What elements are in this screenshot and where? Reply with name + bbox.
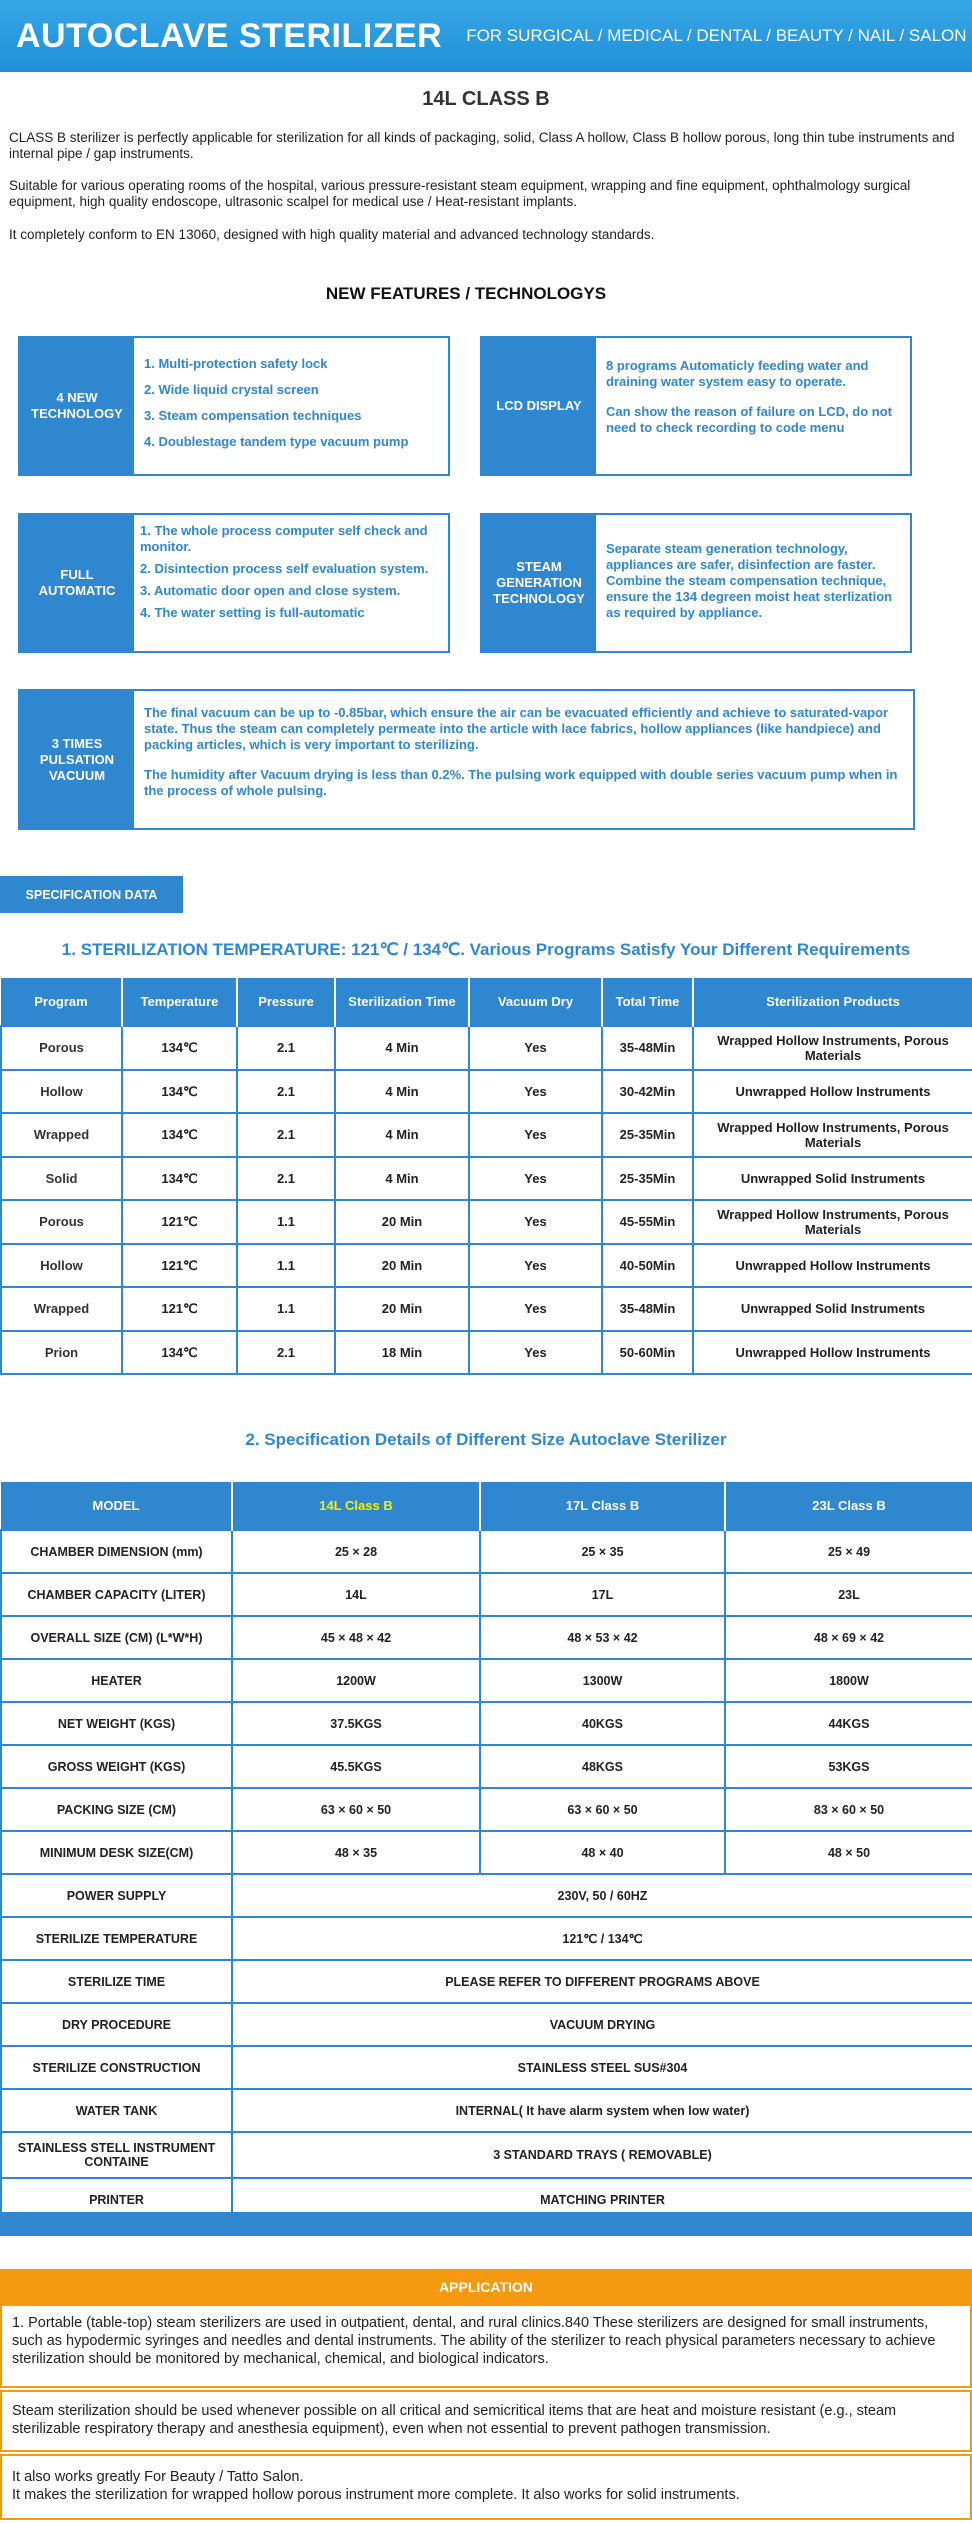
table-cell: STAINLESS STEEL SUS#304 bbox=[232, 2046, 972, 2089]
row-label: STAINLESS STELL INSTRUMENT CONTAINE bbox=[1, 2132, 232, 2178]
column-header: Sterilization Time bbox=[335, 978, 469, 1026]
table-row bbox=[1, 1874, 972, 1917]
table-cell: 40-50Min bbox=[602, 1244, 693, 1288]
table-cell: 48 × 35 bbox=[232, 1831, 480, 1874]
feature-item: The final vacuum can be up to -0.85bar, which ensure the air can be evacuated efficiently and achieve to saturated-vapor state. Thus the steam can completely permeate into the article with lace fabrics, hollow appliances (like handpiece) and packing articles, which is very important to sterilizing. bbox=[144, 705, 889, 752]
row-label: GROSS WEIGHT (KGS) bbox=[1, 1745, 232, 1788]
features-title: NEW FEATURES / TECHNOLOGYS bbox=[325, 284, 607, 303]
table-cell: Porous bbox=[1, 1026, 122, 1070]
row-label: CHAMBER CAPACITY (LITER) bbox=[1, 1573, 232, 1616]
feature-item: 1. Multi-protection safety lock bbox=[144, 356, 328, 371]
table-cell: Yes bbox=[469, 1113, 602, 1157]
table-cell: 1200W bbox=[232, 1659, 480, 1702]
feature-label: LCD DISPLAY bbox=[482, 338, 596, 474]
table-cell: Yes bbox=[469, 1244, 602, 1288]
application-header: APPLICATION bbox=[0, 2269, 972, 2304]
column-header: Vacuum Dry bbox=[469, 978, 602, 1026]
table-cell: Prion bbox=[1, 1331, 122, 1375]
feature-body bbox=[596, 515, 910, 651]
programs-table bbox=[0, 978, 972, 1375]
table-row bbox=[1, 2132, 972, 2178]
column-header: Pressure bbox=[237, 978, 335, 1026]
table-cell: 30-42Min bbox=[602, 1070, 693, 1114]
page-header bbox=[0, 0, 972, 72]
feature-item: 4. The water setting is full-automatic bbox=[140, 605, 365, 620]
table-header-row bbox=[1, 1482, 972, 1530]
feature-pulsation-vacuum bbox=[18, 689, 915, 830]
application-text: Steam sterilization should be used whenever possible on all critical and semicritical items that are heat and moisture resistant (e.g., steam sterilizable respiratory therapy and anesthesia equipment), even when not essential to prevent pathogen transmission. bbox=[12, 2403, 897, 2437]
table-row bbox=[1, 1702, 972, 1745]
feature-label: STEAM GENERATION TECHNOLOGY bbox=[482, 515, 596, 651]
column-header: MODEL bbox=[1, 1482, 232, 1530]
section-title: 1. STERILIZATION TEMPERATURE: 121℃ / 134℃. Various Programs Satisfy Your Different Requirements bbox=[61, 940, 911, 959]
table-cell: Yes bbox=[469, 1026, 602, 1070]
table-cell: 45.5KGS bbox=[232, 1745, 480, 1788]
table-row bbox=[1, 1113, 972, 1157]
table-row bbox=[1, 1157, 972, 1201]
feature-item: 1. The whole process computer self check and monitor. bbox=[140, 523, 428, 554]
application-text: It also works greatly For Beauty / Tatto Salon. bbox=[12, 2469, 304, 2485]
table-header-row bbox=[1, 978, 972, 1026]
feature-body bbox=[134, 515, 448, 651]
table-cell: 134℃ bbox=[122, 1331, 237, 1375]
table-cell: Yes bbox=[469, 1287, 602, 1331]
column-header: 23L Class B bbox=[725, 1482, 972, 1530]
intro-paragraph: Suitable for various operating rooms of the hospital, various pressure-resistant steam equipment, wrapping and fine equipment, ophthalmology surgical equipment, high quality endoscope, ultrasonic scalpel for medical use / Heat-resistant implants. bbox=[9, 178, 911, 209]
table-cell: 134℃ bbox=[122, 1113, 237, 1157]
row-label: STERILIZE TIME bbox=[1, 1960, 232, 2003]
feature-body bbox=[596, 338, 910, 474]
table-cell: 121℃ bbox=[122, 1200, 237, 1244]
table-cell: 4 Min bbox=[335, 1113, 469, 1157]
table-cell: 4 Min bbox=[335, 1070, 469, 1114]
table-cell: 1.1 bbox=[237, 1244, 335, 1288]
feature-item: 4. Doublestage tandem type vacuum pump bbox=[144, 434, 409, 449]
table-cell: 25 × 35 bbox=[480, 1530, 725, 1573]
table-cell: Wrapped bbox=[1, 1287, 122, 1331]
feature-lcd-display bbox=[480, 336, 912, 476]
table-cell: 25-35Min bbox=[602, 1113, 693, 1157]
row-label: CHAMBER DIMENSION (mm) bbox=[1, 1530, 232, 1573]
table-cell: Unwrapped Solid Instruments bbox=[693, 1287, 972, 1331]
table-cell: Unwrapped Hollow Instruments bbox=[693, 1070, 972, 1114]
table-cell: Wrapped Hollow Instruments, Porous Materials bbox=[693, 1200, 972, 1244]
application-item bbox=[0, 2304, 972, 2388]
table-cell: 44KGS bbox=[725, 1702, 972, 1745]
section-title: 2. Specification Details of Different Size Autoclave Sterilizer bbox=[245, 1430, 727, 1449]
application-text: It makes the sterilization for wrapped hollow porous instrument more complete. It also works for solid instruments. bbox=[12, 2487, 740, 2503]
table-cell: 63 × 60 × 50 bbox=[480, 1788, 725, 1831]
feature-item: Separate steam generation technology, appliances are safer, disinfection are faster. Combine the steam compensation technique, ensure the 134 degreen moist heat sterlization as required by appliance. bbox=[606, 541, 893, 620]
table-cell: 35-48Min bbox=[602, 1287, 693, 1331]
feature-new-technology bbox=[18, 336, 450, 476]
feature-item: 3. Steam compensation techniques bbox=[144, 408, 362, 423]
table-cell: 48KGS bbox=[480, 1745, 725, 1788]
column-header: Temperature bbox=[122, 978, 237, 1026]
table-row bbox=[1, 2003, 972, 2046]
table-cell: Yes bbox=[469, 1070, 602, 1114]
row-label: PACKING SIZE (CM) bbox=[1, 1788, 232, 1831]
table-row bbox=[1, 1331, 972, 1375]
table-cell: 1800W bbox=[725, 1659, 972, 1702]
table-cell: Yes bbox=[469, 1157, 602, 1201]
table-cell: 83 × 60 × 50 bbox=[725, 1788, 972, 1831]
table-cell: 25 × 49 bbox=[725, 1530, 972, 1573]
table-cell: 4 Min bbox=[335, 1026, 469, 1070]
table-cell: 40KGS bbox=[480, 1702, 725, 1745]
column-header: Program bbox=[1, 978, 122, 1026]
table-cell: 45 × 48 × 42 bbox=[232, 1616, 480, 1659]
table-cell: 230V, 50 / 60HZ bbox=[232, 1874, 972, 1917]
table-cell: 14L bbox=[232, 1573, 480, 1616]
table-cell: 37.5KGS bbox=[232, 1702, 480, 1745]
table-row bbox=[1, 1530, 972, 1573]
application-text: 1. Portable (table-top) steam sterilizers are used in outpatient, dental, and rural clinics.840 These sterilizers are designed for small instruments, such as hypodermic syringes and needles and dental instruments. The ability of the sterilizer to reach physical parameters necessary to achieve sterilization should be monitored by mechanical, chemical, and biological indicators. bbox=[12, 2315, 936, 2367]
table-cell: 20 Min bbox=[335, 1244, 469, 1288]
row-label: STERILIZE CONSTRUCTION bbox=[1, 2046, 232, 2089]
table-cell: 20 Min bbox=[335, 1287, 469, 1331]
table-cell: 2.1 bbox=[237, 1070, 335, 1114]
table-row bbox=[1, 2089, 972, 2132]
table-cell: Yes bbox=[469, 1200, 602, 1244]
table-row bbox=[1, 1287, 972, 1331]
table-cell: 4 Min bbox=[335, 1157, 469, 1201]
row-label: STERILIZE TEMPERATURE bbox=[1, 1917, 232, 1960]
table-cell: Yes bbox=[469, 1331, 602, 1375]
table-cell: 63 × 60 × 50 bbox=[232, 1788, 480, 1831]
table-cell: 2.1 bbox=[237, 1331, 335, 1375]
table-row bbox=[1, 1917, 972, 1960]
table-cell: 48 × 53 × 42 bbox=[480, 1616, 725, 1659]
table-cell: 25-35Min bbox=[602, 1157, 693, 1201]
table-row bbox=[1, 2046, 972, 2089]
table-cell: Wrapped Hollow Instruments, Porous Materials bbox=[693, 1113, 972, 1157]
row-label: HEATER bbox=[1, 1659, 232, 1702]
feature-label: 3 TIMES PULSATION VACUUM bbox=[20, 691, 134, 828]
feature-label: FULL AUTOMATIC bbox=[20, 515, 134, 651]
table-cell: 48 × 50 bbox=[725, 1831, 972, 1874]
table-cell: Hollow bbox=[1, 1244, 122, 1288]
table-cell: 3 STANDARD TRAYS ( REMOVABLE) bbox=[232, 2132, 972, 2178]
table-row bbox=[1, 1244, 972, 1288]
row-label: OVERALL SIZE (CM) (L*W*H) bbox=[1, 1616, 232, 1659]
table-cell: 2.1 bbox=[237, 1113, 335, 1157]
feature-item: 8 programs Automaticly feeding water and draining water system easy to operate. bbox=[606, 358, 869, 389]
intro-paragraph: CLASS B sterilizer is perfectly applicable for sterilization for all kinds of packaging, solid, Class A hollow, Class B hollow porous, long thin tube instruments and internal pipe / gap instruments. bbox=[9, 130, 955, 161]
spec-tab: SPECIFICATION DATA bbox=[0, 876, 183, 913]
table-cell: Wrapped Hollow Instruments, Porous Materials bbox=[693, 1026, 972, 1070]
table-cell: Solid bbox=[1, 1157, 122, 1201]
divider-bar bbox=[0, 2212, 972, 2236]
row-label: PRINTER bbox=[1, 2178, 232, 2221]
table-row bbox=[1, 1026, 972, 1070]
header-tagline: FOR SURGICAL / MEDICAL / DENTAL / BEAUTY / NAIL / SALON bbox=[466, 26, 967, 45]
feature-steam-generation bbox=[480, 513, 912, 653]
table-row bbox=[1, 1070, 972, 1114]
feature-full-automatic bbox=[18, 513, 450, 653]
table-cell: 17L bbox=[480, 1573, 725, 1616]
specs-table bbox=[0, 1482, 972, 2222]
table-cell: 50-60Min bbox=[602, 1331, 693, 1375]
table-cell: 134℃ bbox=[122, 1157, 237, 1201]
model-title: 14L CLASS B bbox=[422, 88, 550, 110]
table-row bbox=[1, 1788, 972, 1831]
table-cell: Unwrapped Hollow Instruments bbox=[693, 1331, 972, 1375]
table-cell: 2.1 bbox=[237, 1157, 335, 1201]
table-cell: 53KGS bbox=[725, 1745, 972, 1788]
table-cell: Hollow bbox=[1, 1070, 122, 1114]
column-header: 17L Class B bbox=[480, 1482, 725, 1530]
table-row bbox=[1, 1659, 972, 1702]
table-row bbox=[1, 1200, 972, 1244]
table-cell: 1.1 bbox=[237, 1200, 335, 1244]
column-header: Sterilization Products bbox=[693, 978, 972, 1026]
table-cell: Porous bbox=[1, 1200, 122, 1244]
feature-item: 3. Automatic door open and close system. bbox=[140, 583, 401, 598]
table-cell: 25 × 28 bbox=[232, 1530, 480, 1573]
table-cell: MATCHING PRINTER bbox=[232, 2178, 972, 2221]
column-header: Total Time bbox=[602, 978, 693, 1026]
table-cell: 121℃ / 134℃ bbox=[232, 1917, 972, 1960]
table-cell: 48 × 69 × 42 bbox=[725, 1616, 972, 1659]
table-row bbox=[1, 1616, 972, 1659]
table-cell: 134℃ bbox=[122, 1070, 237, 1114]
row-label: WATER TANK bbox=[1, 2089, 232, 2132]
table-cell: 121℃ bbox=[122, 1244, 237, 1288]
table-cell: 121℃ bbox=[122, 1287, 237, 1331]
feature-item: 2. Wide liquid crystal screen bbox=[144, 382, 319, 397]
table-cell: PLEASE REFER TO DIFFERENT PROGRAMS ABOVE bbox=[232, 1960, 972, 2003]
row-label: MINIMUM DESK SIZE(CM) bbox=[1, 1831, 232, 1874]
table-row bbox=[1, 1573, 972, 1616]
feature-item: 2. Disintection process self evaluation system. bbox=[140, 561, 429, 576]
table-cell: Wrapped bbox=[1, 1113, 122, 1157]
table-cell: VACUUM DRYING bbox=[232, 2003, 972, 2046]
table-cell: 48 × 40 bbox=[480, 1831, 725, 1874]
row-label: DRY PROCEDURE bbox=[1, 2003, 232, 2046]
feature-item: Can show the reason of failure on LCD, do not need to check recording to code menu bbox=[606, 404, 893, 435]
table-cell: 18 Min bbox=[335, 1331, 469, 1375]
table-cell: INTERNAL( It have alarm system when low water) bbox=[232, 2089, 972, 2132]
table-cell: 134℃ bbox=[122, 1026, 237, 1070]
table-cell: 1.1 bbox=[237, 1287, 335, 1331]
table-cell: Unwrapped Hollow Instruments bbox=[693, 1244, 972, 1288]
header-title: AUTOCLAVE STERILIZER bbox=[16, 16, 443, 55]
application-item bbox=[0, 2454, 972, 2520]
table-cell: 35-48Min bbox=[602, 1026, 693, 1070]
table-cell: Unwrapped Solid Instruments bbox=[693, 1157, 972, 1201]
feature-label: 4 NEW TECHNOLOGY bbox=[20, 338, 134, 474]
table-row bbox=[1, 1960, 972, 2003]
table-cell: 20 Min bbox=[335, 1200, 469, 1244]
table-cell: 2.1 bbox=[237, 1026, 335, 1070]
feature-body bbox=[134, 338, 418, 474]
table-cell: 45-55Min bbox=[602, 1200, 693, 1244]
intro-paragraph: It completely conform to EN 13060, designed with high quality material and advanced technology standards. bbox=[9, 227, 655, 242]
row-label: POWER SUPPLY bbox=[1, 1874, 232, 1917]
application-item bbox=[0, 2390, 972, 2452]
row-label: NET WEIGHT (KGS) bbox=[1, 1702, 232, 1745]
table-cell: 1300W bbox=[480, 1659, 725, 1702]
table-row bbox=[1, 1831, 972, 1874]
feature-item: The humidity after Vacuum drying is less than 0.2%. The pulsing work equipped with double series vacuum pump when in the process of whole pulsing. bbox=[144, 767, 898, 798]
feature-body bbox=[134, 691, 913, 828]
column-header: 14L Class B bbox=[232, 1482, 480, 1530]
table-cell: 23L bbox=[725, 1573, 972, 1616]
table-row bbox=[1, 1745, 972, 1788]
